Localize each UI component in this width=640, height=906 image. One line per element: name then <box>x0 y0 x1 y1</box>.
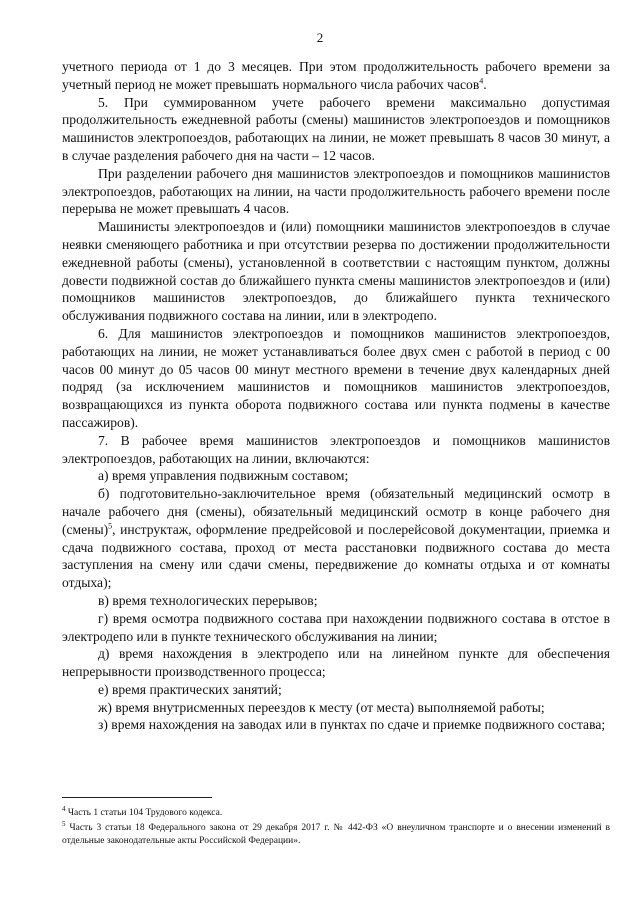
footnote-4: $^4$ Часть 1 статьи 104 Трудового кодекса. <box>62 804 223 818</box>
paragraph-item-7: 7. В рабочее время машинистов электропоездов и помощников машинистов электропоездов, работающих на линии, включаются: <box>62 432 610 466</box>
paragraph-item-5: 5. При суммированном учете рабочего времени максимально допустимая продолжительность ежедневной работы (смены) машинистов электропоездов и помощников машинистов электропоездов, работающих на линии, не может превышать 8 часов 30 минут, а в случае разделения рабочего дня на части – 12 часов. <box>62 94 610 163</box>
footnote-ref-5: 5 <box>108 521 113 531</box>
document-body <box>62 58 610 734</box>
list-item-b: б) подготовительно-заключительное время (обязательный медицинский осмотр в начале рабочего дня (смены), обязательный медицинский осмотр в конце рабочего дня (смены)$^5$, инструктаж, оформление предрейсовой и послерейсовой документации, приемка и сдача подвижного состава, проход от места расстановки подвижного состава до места заступления на смену или сдачи смены, передвижение до комнаты отдыха и от комнаты отдыха); <box>62 486 610 591</box>
list-item-d: д) время нахождения в электродепо или на линейном пункте для обеспечения непрерывности производственного процесса; <box>62 646 610 680</box>
footnote-ref-4: 4 <box>479 76 484 86</box>
paragraph-split-day: При разделении рабочего дня машинистов электропоездов и помощников машинистов электропоездов, работающих на линии, на части продолжительность рабочего времени после перерыва не может превышать 4 часов. <box>62 165 610 217</box>
footnote-5: $^5$ Часть 3 статьи 18 Федерального закона от 29 декабря 2017 г. № 442-ФЗ «О внеуличном транспорте и о внесении изменений в отдельные законодательные акты Российской Федерации». <box>62 819 610 846</box>
list-item-zh: ж) время внутрисменных переездов к месту (от места) выполняемой работы; <box>98 699 545 715</box>
footnotes <box>62 804 610 850</box>
paragraph-no-relief: Машинисты электропоездов и (или) помощники машинистов электропоездов в случае неявки сменяющего работника и при отсутствии резерва по достижении продолжительности ежедневной работы (смены), установленной в соответствии с настоящим пунктом, должны довести подвижной состав до ближайшего пункта смены машинистов электропоездов и (или) помощников машинистов электропоездов, до ближайшего пункта технического обслуживания подвижного состава на линии, или в электродепо. <box>62 219 610 324</box>
paragraph-item-6: 6. Для машинистов электропоездов и помощников машинистов электропоездов, работающих на линии, не может устанавливаться более двух смен с работой в период с 00 часов 00 минут до 05 часов 00 минут местного времени в течение двух календарных дней подряд (за исключением машинистов и помощников машинистов электропоездов, возвращающихся из пункта оборота подвижного состава или пункта подмены в качестве пассажиров). <box>62 325 610 430</box>
list-item-v: в) время технологических перерывов; <box>98 592 318 608</box>
paragraph-continuation: учетного периода от 1 до 3 месяцев. При этом продолжительность рабочего времени за учетный период не может превышать нормального числа рабочих часов$^4$. <box>62 59 610 92</box>
footnote-divider <box>62 797 212 798</box>
list-item-z: з) время нахождения на заводах или в пунктах по сдаче и приемке подвижного состава; <box>98 717 606 733</box>
list-item-g: г) время осмотра подвижного состава при нахождении подвижного состава в отстое в электродепо или в пункте технического обслуживания на линии; <box>62 610 610 644</box>
list-item-a: а) время управления подвижным составом; <box>98 468 349 484</box>
page-number: 2 <box>316 30 324 45</box>
list-item-e: е) время практических занятий; <box>98 681 282 697</box>
